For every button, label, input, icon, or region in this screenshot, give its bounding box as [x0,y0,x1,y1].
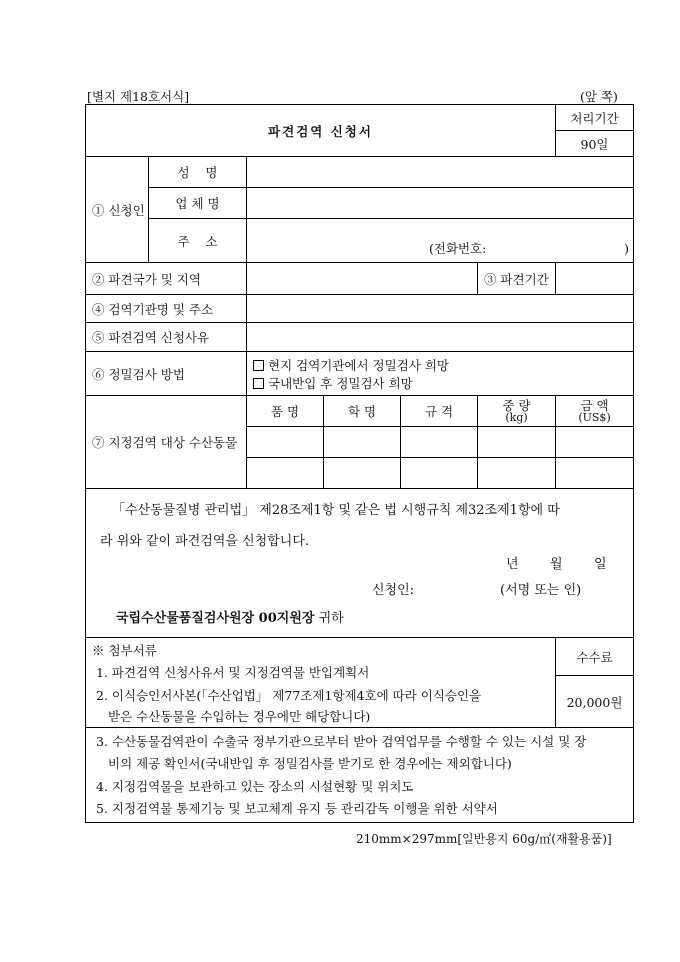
dispatch-period-label: ③ 파견기간 [478,263,556,295]
declaration-line-2: 라 위와 같이 파견검역을 신청합니다. [100,534,310,549]
attachments-box [86,638,556,728]
company-label: 업 체 명 [149,188,247,219]
col-scientific-name: 학 명 [324,396,401,427]
name-field[interactable] [247,157,634,188]
attachments-continued [86,728,634,823]
processing-period-label: 처리기간 [556,105,634,131]
animal-cell[interactable] [247,427,324,458]
attachment-2a: 2. 이식승인서사본(「수산업법」 제77조제1항제4호에 따라 이식승인을 [96,688,482,703]
paper-spec-footer: 210mm×297mm[일반용지 60g/㎡(재활용품)] [356,832,612,846]
phone-label: (전화번호: [429,241,487,256]
form-title: 파견검역 신청서 [86,105,556,157]
processing-period-value: 90일 [556,131,634,157]
col-spec: 규 격 [401,396,478,427]
applicant-sign-label: 신청인: [372,583,415,598]
method-option-local-label: 현지 검역기관에서 정밀검사 희망 [268,357,449,373]
col-item-name: 품 명 [247,396,324,427]
name-label: 성 명 [149,157,247,188]
reason-field[interactable] [247,323,634,352]
method-option-domestic-label: 국내반입 후 정밀검사 희망 [268,375,413,391]
declaration-line-1: 「수산동물질병 관리법」 제28조제1항 및 같은 법 시행규칙 제32조제1항에 따 [112,503,560,518]
dispatch-country-label: ② 파견국가 및 지역 [86,263,247,295]
col-amount [556,396,634,427]
address-label: 주 소 [149,219,247,263]
animal-cell[interactable] [324,427,401,458]
company-field[interactable] [247,188,634,219]
fee-value: 20,000원 [556,676,634,728]
animal-cell[interactable] [247,458,324,489]
animal-cell[interactable] [478,458,556,489]
date-day: 일 [594,557,607,572]
attachment-1: 1. 파견검역 신청사유서 및 지정검역물 반입계획서 [96,665,370,680]
date-year: 년 [506,557,519,572]
animal-cell[interactable] [556,427,634,458]
col-weight-label: 중 량 [502,397,531,413]
attachment-3b: 비의 제공 확인서(국내반입 후 정밀검사를 받기로 한 경우에는 제외합니다) [108,756,512,771]
page-side: (앞 쪽) [580,89,618,104]
col-amount-label: 금 액 [580,397,609,413]
date-month: 월 [550,557,563,572]
dispatch-period-field[interactable] [556,263,634,295]
recipient-suffix: 귀하 [318,611,344,626]
attachment-3a: 3. 수산동물검역관이 수출국 정부기관으로부터 받아 검역업무를 수행할 수 있는 시설 및 장 [96,734,587,749]
inspection-agency-label: ④ 검역기관명 및 주소 [86,295,247,323]
address-field[interactable] [247,219,634,263]
form-number: [별지 제18호서식] [87,89,190,104]
declaration-box [86,489,634,638]
attachment-2b: 받은 수산동물을 수입하는 경우에만 해당합니다) [108,709,371,724]
dispatch-country-field[interactable] [247,263,478,295]
method-option-local[interactable] [253,356,633,374]
fee-label: 수수료 [556,638,634,676]
applicant-section-label: ① 신청인 [86,157,149,263]
col-amount-unit: (US$) [578,410,611,424]
phone-close: ) [624,241,630,256]
method-label: ⑥ 정밀검사 방법 [86,352,247,396]
method-options [247,352,634,396]
col-weight [478,396,556,427]
animal-cell[interactable] [401,458,478,489]
attachments-title: ※ 첨부서류 [92,643,157,658]
attachment-5: 5. 지정검역물 통제기능 및 보고체계 유지 등 관리감독 이행을 위한 서약서 [96,801,498,816]
animal-cell[interactable] [556,458,634,489]
application-form [85,104,634,823]
animal-cell[interactable] [324,458,401,489]
col-weight-unit: (kg) [505,410,528,424]
checkbox-icon[interactable] [253,378,264,389]
signature-label: (서명 또는 인) [500,583,582,598]
reason-label: ⑤ 파견검역 신청사유 [86,323,247,352]
animal-cell[interactable] [401,427,478,458]
method-option-domestic[interactable] [253,374,633,392]
inspection-agency-field[interactable] [247,295,634,323]
animal-cell[interactable] [478,427,556,458]
attachment-4: 4. 지정검역물을 보관하고 있는 장소의 시설현황 및 위치도 [96,779,414,794]
animals-label: ⑦ 지정검역 대상 수산동물 [86,396,247,489]
recipient [116,611,344,627]
checkbox-icon[interactable] [253,360,264,371]
recipient-name: 국립수산물품질검사원장 00지원장 [116,611,315,626]
